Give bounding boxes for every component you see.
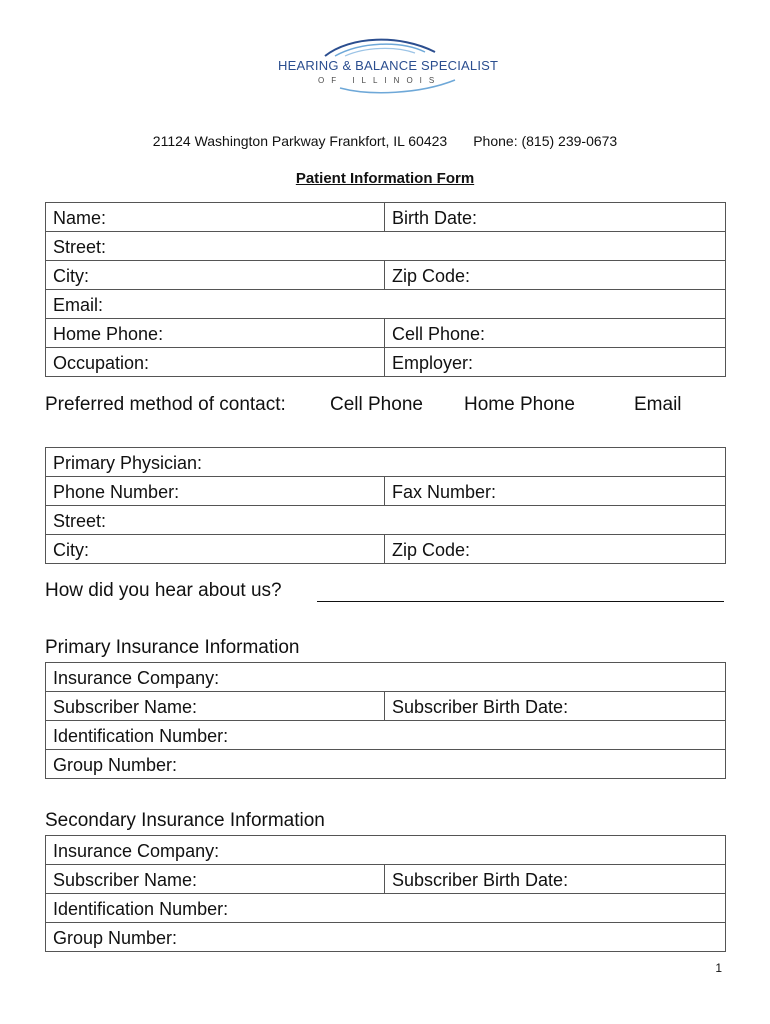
physician-fax-field[interactable]: Fax Number:	[385, 477, 726, 506]
table-row	[46, 692, 726, 721]
table-row	[46, 894, 726, 923]
primary-subscriber-name-field[interactable]: Subscriber Name:	[46, 692, 385, 721]
form-title: Patient Information Form	[295, 170, 475, 187]
clinic-phone: Phone: (815) 239-0673	[473, 133, 618, 149]
table-row	[46, 836, 726, 865]
table-row	[46, 348, 726, 377]
logo-subtitle: OF ILLINOIS	[318, 76, 442, 85]
secondary-insurance-company-field[interactable]: Insurance Company:	[46, 836, 726, 865]
primary-insurance-heading: Primary Insurance Information	[45, 637, 300, 658]
contact-method-label: Preferred method of contact:	[45, 394, 286, 415]
table-row	[46, 721, 726, 750]
table-row	[46, 923, 726, 952]
secondary-id-number-field[interactable]: Identification Number:	[46, 894, 726, 923]
birth-date-field[interactable]: Birth Date:	[385, 203, 726, 232]
patient-info-table	[45, 202, 726, 377]
clinic-address: 21124 Washington Parkway Frankfort, IL 60423	[152, 133, 448, 149]
physician-street-field[interactable]: Street:	[46, 506, 726, 535]
cell-phone-field[interactable]: Cell Phone:	[385, 319, 726, 348]
primary-physician-field[interactable]: Primary Physician:	[46, 448, 726, 477]
table-row	[46, 290, 726, 319]
city-field[interactable]: City:	[46, 261, 385, 290]
contact-option-home-phone[interactable]: Home Phone	[464, 394, 575, 415]
primary-subscriber-birth-field[interactable]: Subscriber Birth Date:	[385, 692, 726, 721]
secondary-insurance-heading: Secondary Insurance Information	[45, 810, 325, 831]
employer-field[interactable]: Employer:	[385, 348, 726, 377]
primary-id-number-field[interactable]: Identification Number:	[46, 721, 726, 750]
page-number: 1	[715, 961, 722, 975]
zip-code-field[interactable]: Zip Code:	[385, 261, 726, 290]
name-field[interactable]: Name:	[46, 203, 385, 232]
table-row	[46, 535, 726, 564]
referral-question: How did you hear about us?	[45, 580, 282, 601]
secondary-group-number-field[interactable]: Group Number:	[46, 923, 726, 952]
secondary-insurance-table	[45, 835, 726, 952]
primary-insurance-table	[45, 662, 726, 779]
physician-info-table	[45, 447, 726, 564]
logo-title: HEARING & BALANCE SPECIALIST	[278, 58, 499, 73]
table-row	[46, 448, 726, 477]
physician-zip-field[interactable]: Zip Code:	[385, 535, 726, 564]
primary-group-number-field[interactable]: Group Number:	[46, 750, 726, 779]
street-field[interactable]: Street:	[46, 232, 726, 261]
contact-option-email[interactable]: Email	[634, 394, 682, 415]
contact-option-cell-phone[interactable]: Cell Phone	[330, 394, 423, 415]
occupation-field[interactable]: Occupation:	[46, 348, 385, 377]
referral-answer-line[interactable]	[317, 601, 724, 602]
table-row	[46, 203, 726, 232]
home-phone-field[interactable]: Home Phone:	[46, 319, 385, 348]
clinic-logo	[270, 34, 500, 96]
table-row	[46, 261, 726, 290]
table-row	[46, 232, 726, 261]
table-row	[46, 750, 726, 779]
physician-city-field[interactable]: City:	[46, 535, 385, 564]
address-line	[0, 133, 770, 149]
table-row	[46, 477, 726, 506]
table-row	[46, 865, 726, 894]
primary-insurance-company-field[interactable]: Insurance Company:	[46, 663, 726, 692]
table-row	[46, 663, 726, 692]
secondary-subscriber-name-field[interactable]: Subscriber Name:	[46, 865, 385, 894]
table-row	[46, 506, 726, 535]
table-row	[46, 319, 726, 348]
physician-phone-field[interactable]: Phone Number:	[46, 477, 385, 506]
secondary-subscriber-birth-field[interactable]: Subscriber Birth Date:	[385, 865, 726, 894]
email-field[interactable]: Email:	[46, 290, 726, 319]
